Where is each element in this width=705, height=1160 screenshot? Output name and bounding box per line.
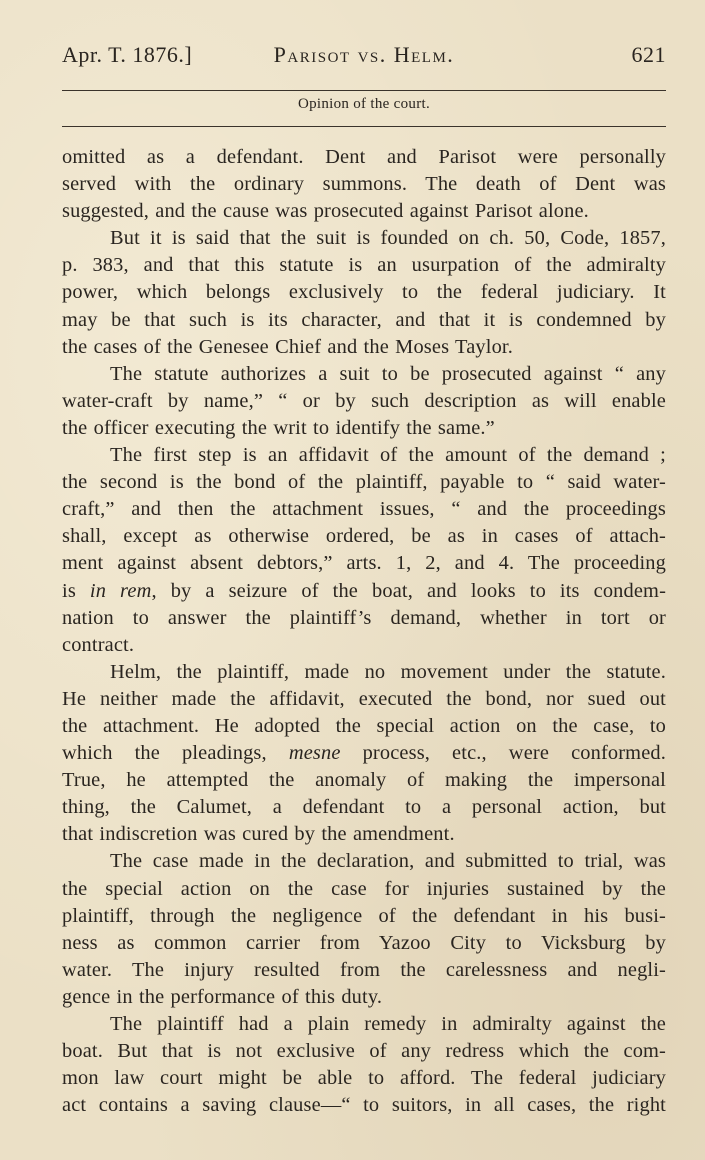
text-line: But it is said that the suit is founded on ch. 50, Code, 1857, [110,227,666,250]
text-line: the cases of the Genesee Chief and the Moses Taylor. [62,335,513,358]
header-case-title: Parisot vs. Helm. [273,42,455,67]
text-line: water-craft by name,” “ or by such description as will enable [62,389,666,412]
italic-phrase: mesne [288,742,341,765]
italic-phrase: in rem [89,579,152,602]
text-line: served with the ordinary summons. The death of Dent was [62,173,666,196]
text-line: the attachment. He adopted the special action on the case, to [62,714,666,737]
bottom-rule [62,126,666,127]
text-line: craft,” and then the attachment issues, “ and the proceedings [62,498,666,521]
text-line: ness as common carrier from Yazoo City to Vicksburg by [62,931,666,954]
top-rule [62,90,666,91]
text-line: plaintiff, through the negligence of the defendant in his busi- [62,904,666,927]
text-line: shall, except as otherwise ordered, be as in cases of attach- [62,525,666,548]
text-line: boat. But that is not exclusive of any redress which the com- [62,1040,666,1063]
text-line: act contains a saving clause—“ to suitors, in all cases, the right [62,1094,666,1117]
header-term: Apr. T. 1876.] [62,42,193,67]
text-line: He neither made the affidavit, executed the bond, nor sued out [62,687,666,710]
text-line: The case made in the declaration, and submitted to trial, was [110,850,666,873]
text-line: The plaintiff had a plain remedy in admiralty against the [110,1013,666,1035]
running-header [62,42,666,74]
text-line: the officer executing the writ to identify the same.” [62,416,495,439]
text-line: nation to answer the plaintiff’s demand, whether in tort or [62,606,666,629]
text-line: the second is the bond of the plaintiff, payable to “ said water- [62,471,666,494]
text-line: The first step is an affidavit of the amount of the demand ; [110,444,666,467]
text-line: gence in the performance of this duty. [62,985,383,1008]
text-line: p. 383, and that this statute is an usurpation of the admiralty [62,254,666,277]
text-line: is in rem, by a seizure of the boat, and looks to its condem- [62,579,667,602]
text-line: water. The injury resulted from the carelessness and negli- [62,958,666,981]
section-subhead: Opinion of the court. [297,96,431,112]
text-line: mon law court might be able to afford. The federal judiciary [62,1067,666,1090]
text-line: which the pleadings, mesne process, etc., were conformed. [62,742,666,765]
opinion-text [62,144,666,1119]
text-line: power, which belongs exclusively to the federal judiciary. It [62,281,666,304]
text-line: the special action on the case for injuries sustained by the [62,877,666,900]
text-line: that indiscretion was cured by the amendment. [62,823,455,846]
page-number: 621 [631,42,666,67]
text-line: The statute authorizes a suit to be prosecuted against “ any [110,362,666,385]
text-line: contract. [62,633,135,656]
text-line: suggested, and the cause was prosecuted against Parisot alone. [62,200,589,223]
text-line: Helm, the plaintiff, made no movement under the statute. [110,660,666,683]
text-line: ment against absent debtors,” arts. 1, 2, and 4. The proceeding [62,552,666,575]
text-line: thing, the Calumet, a defendant to a personal action, but [62,796,666,819]
text-line: may be that such is its character, and that it is condemned by [62,308,666,331]
text-line: True, he attempted the anomaly of making the impersonal [62,769,666,792]
text-line: omitted as a defendant. Dent and Parisot were personally [62,146,666,168]
